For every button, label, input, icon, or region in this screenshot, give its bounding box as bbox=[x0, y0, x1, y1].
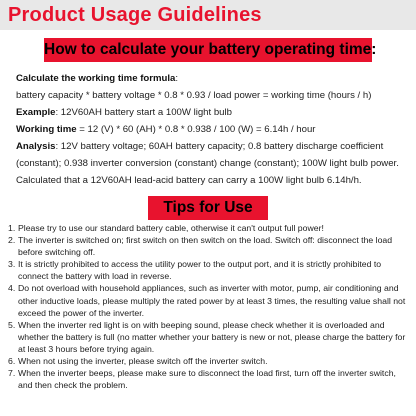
tip-item bbox=[8, 222, 410, 234]
formula-text: battery capacity * battery voltage * 0.8 * 0.93 / load power = working time (hours / h) bbox=[16, 90, 372, 101]
tip-number: 3. bbox=[8, 259, 16, 270]
tip-text: Please try to use our standard battery cable, otherwise it can't output full power! bbox=[18, 223, 324, 233]
formula-label: Calculate the working time formula bbox=[16, 73, 176, 84]
working-time-text: = 12 (V) * 60 (AH) * 0.8 * 0.938 / 100 (W) = 6.14h / hour bbox=[76, 124, 316, 135]
tip-item bbox=[8, 234, 410, 258]
example-text: : 12V60AH battery start a 100W light bulb bbox=[55, 107, 232, 118]
tip-item bbox=[8, 355, 410, 367]
tip-text: When the inverter beeps, please make sure to disconnect the load first, turn off the inverter switch, and then check the problem. bbox=[18, 368, 396, 391]
tip-item bbox=[8, 319, 410, 355]
tip-number: 6. bbox=[8, 356, 16, 367]
example-line bbox=[16, 104, 408, 121]
tip-text: When not using the inverter, please switch off the inverter switch. bbox=[18, 356, 268, 367]
tip-number: 1. bbox=[8, 223, 16, 233]
formula-heading bbox=[16, 70, 408, 87]
analysis-label: Analysis bbox=[16, 141, 56, 152]
analysis-text: : 12V battery voltage; 60AH battery capacity; 0.8 battery discharge coefficient (constant); 0.938 inverter conversion (constant) change (constant); 100W light bulb power. Calculated that a 12V60AH lead-acid battery can carry a 100W light bulb 6.14h/h. bbox=[16, 141, 399, 186]
page-title: Product Usage Guidelines bbox=[8, 4, 262, 26]
tips-list bbox=[8, 222, 410, 391]
working-time-line bbox=[16, 121, 408, 138]
tip-item bbox=[8, 282, 410, 318]
analysis-paragraph bbox=[16, 138, 408, 189]
tip-text: The inverter is switched on; first switch on then switch on the load. Switch off: disconnect the load before switching off. bbox=[18, 235, 393, 258]
tip-number: 7. bbox=[8, 368, 16, 379]
tip-number: 2. bbox=[8, 235, 16, 246]
example-label: Example bbox=[16, 107, 56, 118]
tip-number: 5. bbox=[8, 319, 16, 330]
tip-number: 4. bbox=[8, 283, 16, 294]
tips-section-banner: Tips for Use bbox=[148, 196, 268, 220]
calc-section-body bbox=[16, 70, 408, 189]
tip-item bbox=[8, 367, 410, 391]
working-time-label: Working time bbox=[16, 124, 77, 135]
tip-text: Do not overload with household appliances, such as inverter with motor, pump, air conditioning and other inductive loads, please multiply the rated power by at least 3 times, the resulting value shall not exceed the power of the inverter. bbox=[18, 283, 406, 318]
tip-item bbox=[8, 258, 410, 282]
tip-text: When the inverter red light is on with beeping sound, please check whether it is overloaded and whether the battery is full (no matter whether your battery is new or not, please charge the battery for at least 3 hours before trying again. bbox=[18, 319, 406, 354]
tip-text: It is strictly prohibited to access the utility power to the output port, and it is strictly prohibited to connect the battery with load in reverse. bbox=[18, 259, 382, 282]
calc-section-banner: How to calculate your battery operating time: bbox=[44, 38, 372, 62]
formula-colon: : bbox=[175, 73, 179, 84]
